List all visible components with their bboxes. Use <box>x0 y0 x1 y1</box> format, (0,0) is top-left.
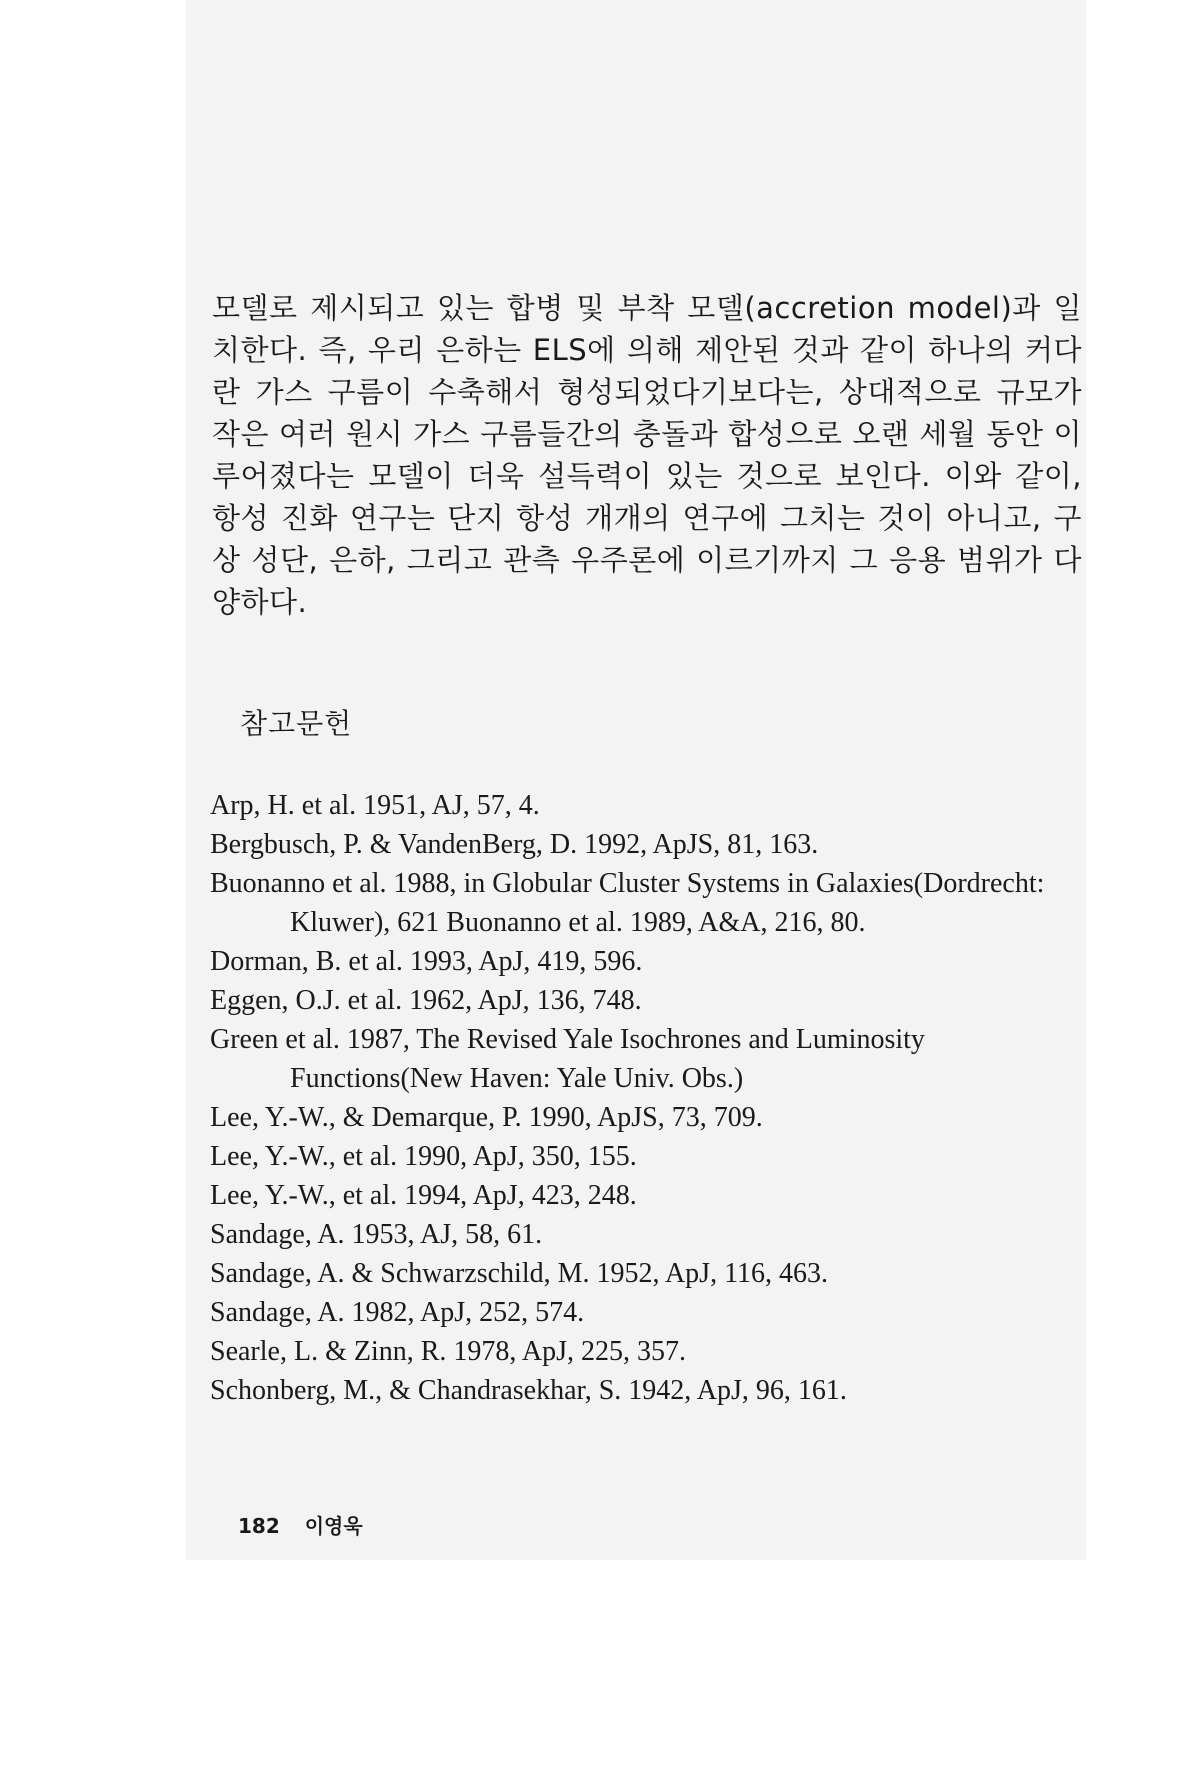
reference-item: Dorman, B. et al. 1993, ApJ, 419, 596. <box>210 946 643 977</box>
reference-item: Schonberg, M., & Chandrasekhar, S. 1942, ApJ, 96, 161. <box>210 1375 847 1406</box>
reference-item: Lee, Y.-W., & Demarque, P. 1990, ApJS, 73, 709. <box>210 1102 763 1133</box>
reference-item: Sandage, A. & Schwarzschild, M. 1952, ApJ, 116, 463. <box>210 1258 829 1289</box>
reference-item: Eggen, O.J. et al. 1962, ApJ, 136, 748. <box>210 985 642 1016</box>
body-paragraph: 모델로 제시되고 있는 합병 및 부착 모델(accretion model)과 일치한다. 즉, 우리 은하는 ELS에 의해 제안된 것과 같이 하나의 커다란 가스 구름이 수축해서 형성되었다기보다는, 상대적으로 규모가 작은 여러 원시 가스 구름들간의 충돌과 합성으로 오랜 세월 동안 이루어졌다는 모델이 더욱 설득력이 있는 것으로 보인다. 이와 같이, 항성 진화 연구는 단지 항성 개개의 연구에 그치는 것이 아니고, 구상 성단, 은하, 그리고 관측 우주론에 이르기까지 그 응용 범위가 다양하다. <box>212 291 1082 619</box>
reference-item: Lee, Y.-W., et al. 1990, ApJ, 350, 155. <box>210 1141 637 1172</box>
page-number: 182 <box>238 1514 280 1538</box>
reference-item: Buonanno et al. 1988, in Globular Cluster Systems in Galaxies(Dordrecht: Kluwer), 621 Buonanno et al. 1989, A&A, 216, 80. <box>210 868 1045 938</box>
page-footer <box>238 1510 363 1539</box>
references-list <box>210 786 1090 1410</box>
references-heading: 참고문헌 <box>240 707 353 740</box>
reference-item: Sandage, A. 1982, ApJ, 252, 574. <box>210 1297 585 1328</box>
reference-item: Bergbusch, P. & VandenBerg, D. 1992, ApJS, 81, 163. <box>210 829 819 860</box>
reference-item: Arp, H. et al. 1951, AJ, 57, 4. <box>210 790 540 821</box>
reference-item: Green et al. 1987, The Revised Yale Isochrones and Luminosity Functions(New Haven: Yale Univ. Obs.) <box>210 1024 925 1094</box>
reference-item: Sandage, A. 1953, AJ, 58, 61. <box>210 1219 543 1250</box>
reference-item: Lee, Y.-W., et al. 1994, ApJ, 423, 248. <box>210 1180 637 1211</box>
reference-item: Searle, L. & Zinn, R. 1978, ApJ, 225, 357. <box>210 1336 686 1367</box>
author-name: 이영욱 <box>304 1514 363 1538</box>
